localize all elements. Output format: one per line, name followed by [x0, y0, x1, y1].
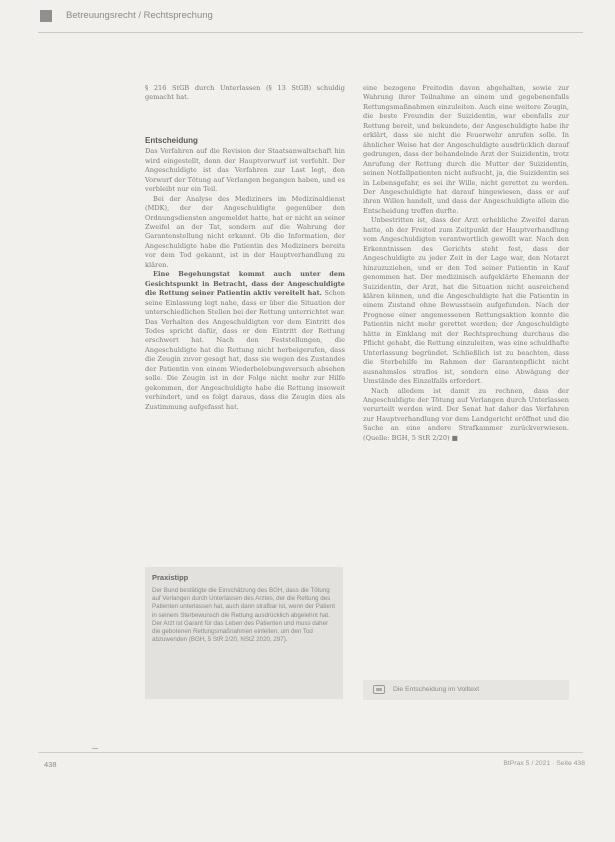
fulltext-link[interactable] — [363, 680, 569, 700]
paragraph: Das Verfahren auf die Revision der Staatsanwaltschaft hin wird eingestellt, denn der Hauptvorwurf ist verfehlt. Der Angeschuldigte ist das Verfahren zur Last legt, den Vorwurf der Tötung auf Verlangen begangen haben, und es verbleibt nur ein Teil. — [145, 147, 345, 194]
left-column — [145, 84, 345, 412]
bold-lead: Eine Begehungstat kommt auch unter dem Gesichtspunkt in Betracht, dass der Angeschuldigte die Rettung seiner Patientin aktiv vereitelt hat. — [145, 270, 345, 298]
divider-mark — [92, 748, 98, 749]
document-link-icon — [373, 685, 385, 694]
paragraph: Unbestritten ist, dass der Arzt erhebliche Zweifel daran hatte, ob der Freitod zum Zeitpunkt der Hauptverhandlung vom Angeschuldigten verantwortlich gewollt war. Nach den Erkenntnissen des Gerichts steht fest, dass der Angeschuldigte zu jeder Zeit in der Lage war, den Notarzt hinzuzuziehen, und er den Tod seiner Patientin in Kauf genommen hat. Der medizinisch aufgeklärte Ehemann der Suizidentin, der Arzt, hat die Situation nicht ausreichend klären können, und die Angeschuldigte hat die Patientin in einem Zustand ohne Bewusstsein aufgefunden. Nach der Prognose einer angemessenen Rettungsaktion konnte die Patientin nicht mehr gerettet werden; der Angeschuldigte hätte in Einklang mit der Rechtsprechung durchaus die Pflicht gehabt, die Rettung einzuleiten, was eine schuldhafte Unterlassung begründet. Schließlich ist zu beachten, dass die Sterbehilfe im Rahmen der Garantenpflicht nicht ausnahmslos straflos ist, sondern eine Abwägung der Umstände des Einzelfalls erfordert. — [363, 216, 569, 386]
paragraph-rest: Schon seine Einlassung legt nahe, dass er über die Situation der unterschiedlichen Stellen bei der Rettung unterrichtet war. Das Verhalten des Angeschuldigten vor dem Eintritt des Todes spricht dafür, dass er den Eintritt der Rettung erschwert hat. Nach den Feststellungen, die Angeschuldigte hat die Rettung nicht herbeigerufen, dass die Zeugin zuvor gesagt hat, dass sie wegen des Zustandes der Patientin von einem Wiederbelebungsversuch absehen solle. Die Zeugin ist in der Folge nicht mehr zur Hilfe gekommen, der Angeschuldigte habe die Rettung insoweit verhindert, und es folgt daraus, dass die Zeugin dies als Zustimmung aufgefasst hat. — [145, 289, 345, 411]
fulltext-link-label: Die Entscheidung im Volltext — [393, 686, 480, 693]
intro-text: § 216 StGB durch Unterlassen (§ 13 StGB) schuldig gemacht hat. — [145, 84, 345, 102]
section-heading: Entscheidung — [145, 135, 198, 145]
right-column — [363, 84, 569, 443]
practice-tip-text: Der Bund bestätigte die Einschätzung des BGH, dass die Tötung auf Verlangen durch Unterlassen des Arztes, der die Rettung des Patienten unterlassen hat, auch dann strafbar ist, wenn der Patient in seinem Sterbewunsch die Rettung ausdrücklich abgelehnt hat. Der Arzt ist Garant für das Leben des Patienten und muss daher die gebotenen Rettungsmaßnahmen einleiten, um den Tod abzuwenden (BGH, 5 StR 2/20, NStZ 2020, 297). — [152, 587, 335, 644]
paragraph: eine bezogene Freitodin davon abgehalten, sowie zur Wahrung ihrer Teilnahme an einem und gegebenenfalls Rettungsmaßnahmen einzuleiten. Auch eine weitere Zeugin, die beste Freundin der Suizidentin, war ebenfalls zur Rettung bereit, und bekundete, der Angeschuldigte habe ihr erklärt, dass sie nicht die Feuerwehr anrufen solle. In ähnlicher Weise hat der Angeschuldigte ausdrücklich darauf gedrungen, dass der behandelnde Arzt der Suizidentin, trotz Anrufung der Rettung durch die Mutter der Suizidentin, seinen Notfallpatienten nicht aufsucht, ja, die Suizidentin sei in Lebensgefahr, es sei ihr Wille, nicht gerettet zu werden. Der Angeschuldigte hat darauf hingewiesen, dass er auf ihren Willen handelt, und dass der Angeschuldigte allein die Entscheidung treffen durfte. — [363, 84, 569, 215]
practice-tip-title: Praxistipp — [152, 573, 189, 582]
paragraph — [145, 270, 345, 412]
journal-reference: BtPrax 5 / 2021 · Seite 438 — [503, 760, 585, 767]
paragraph: Bei der Analyse des Mediziners im Medizinaldienst (MDK), der der Angeschuldigte gegenüber den Ordnungsdiensten angemeldet hatte, hat er nicht an seiner Zweifel an der Tat, sondern auf die Wahrung der Garantenstellung nicht erkannt. Ob die Information, der Angeschuldigte habe die Patientin des Mediziners bereits vor dem Tod gekannt, ist in der Hauptverhandlung zu klären. — [145, 194, 345, 269]
practice-tip-box — [145, 567, 343, 699]
section-title: Betreuungsrecht / Rechtsprechung — [66, 10, 213, 21]
paragraph: Nach alledem ist damit zu rechnen, dass der Angeschuldigte der Tötung auf Verlangen durch Unterlassen verurteilt werden wird. Der Senat hat daher das Verfahren zur Hauptverhandlung vor dem Landgericht eröffnet und die Sache an eine andere Strafkammer zurückverwiesen. (Quelle: BGH, 5 StR 2/20) ■ — [363, 386, 569, 442]
page-header — [38, 6, 583, 33]
footer-divider — [38, 752, 583, 753]
page-number: 438 — [44, 760, 57, 769]
section-marker-icon — [40, 10, 52, 22]
